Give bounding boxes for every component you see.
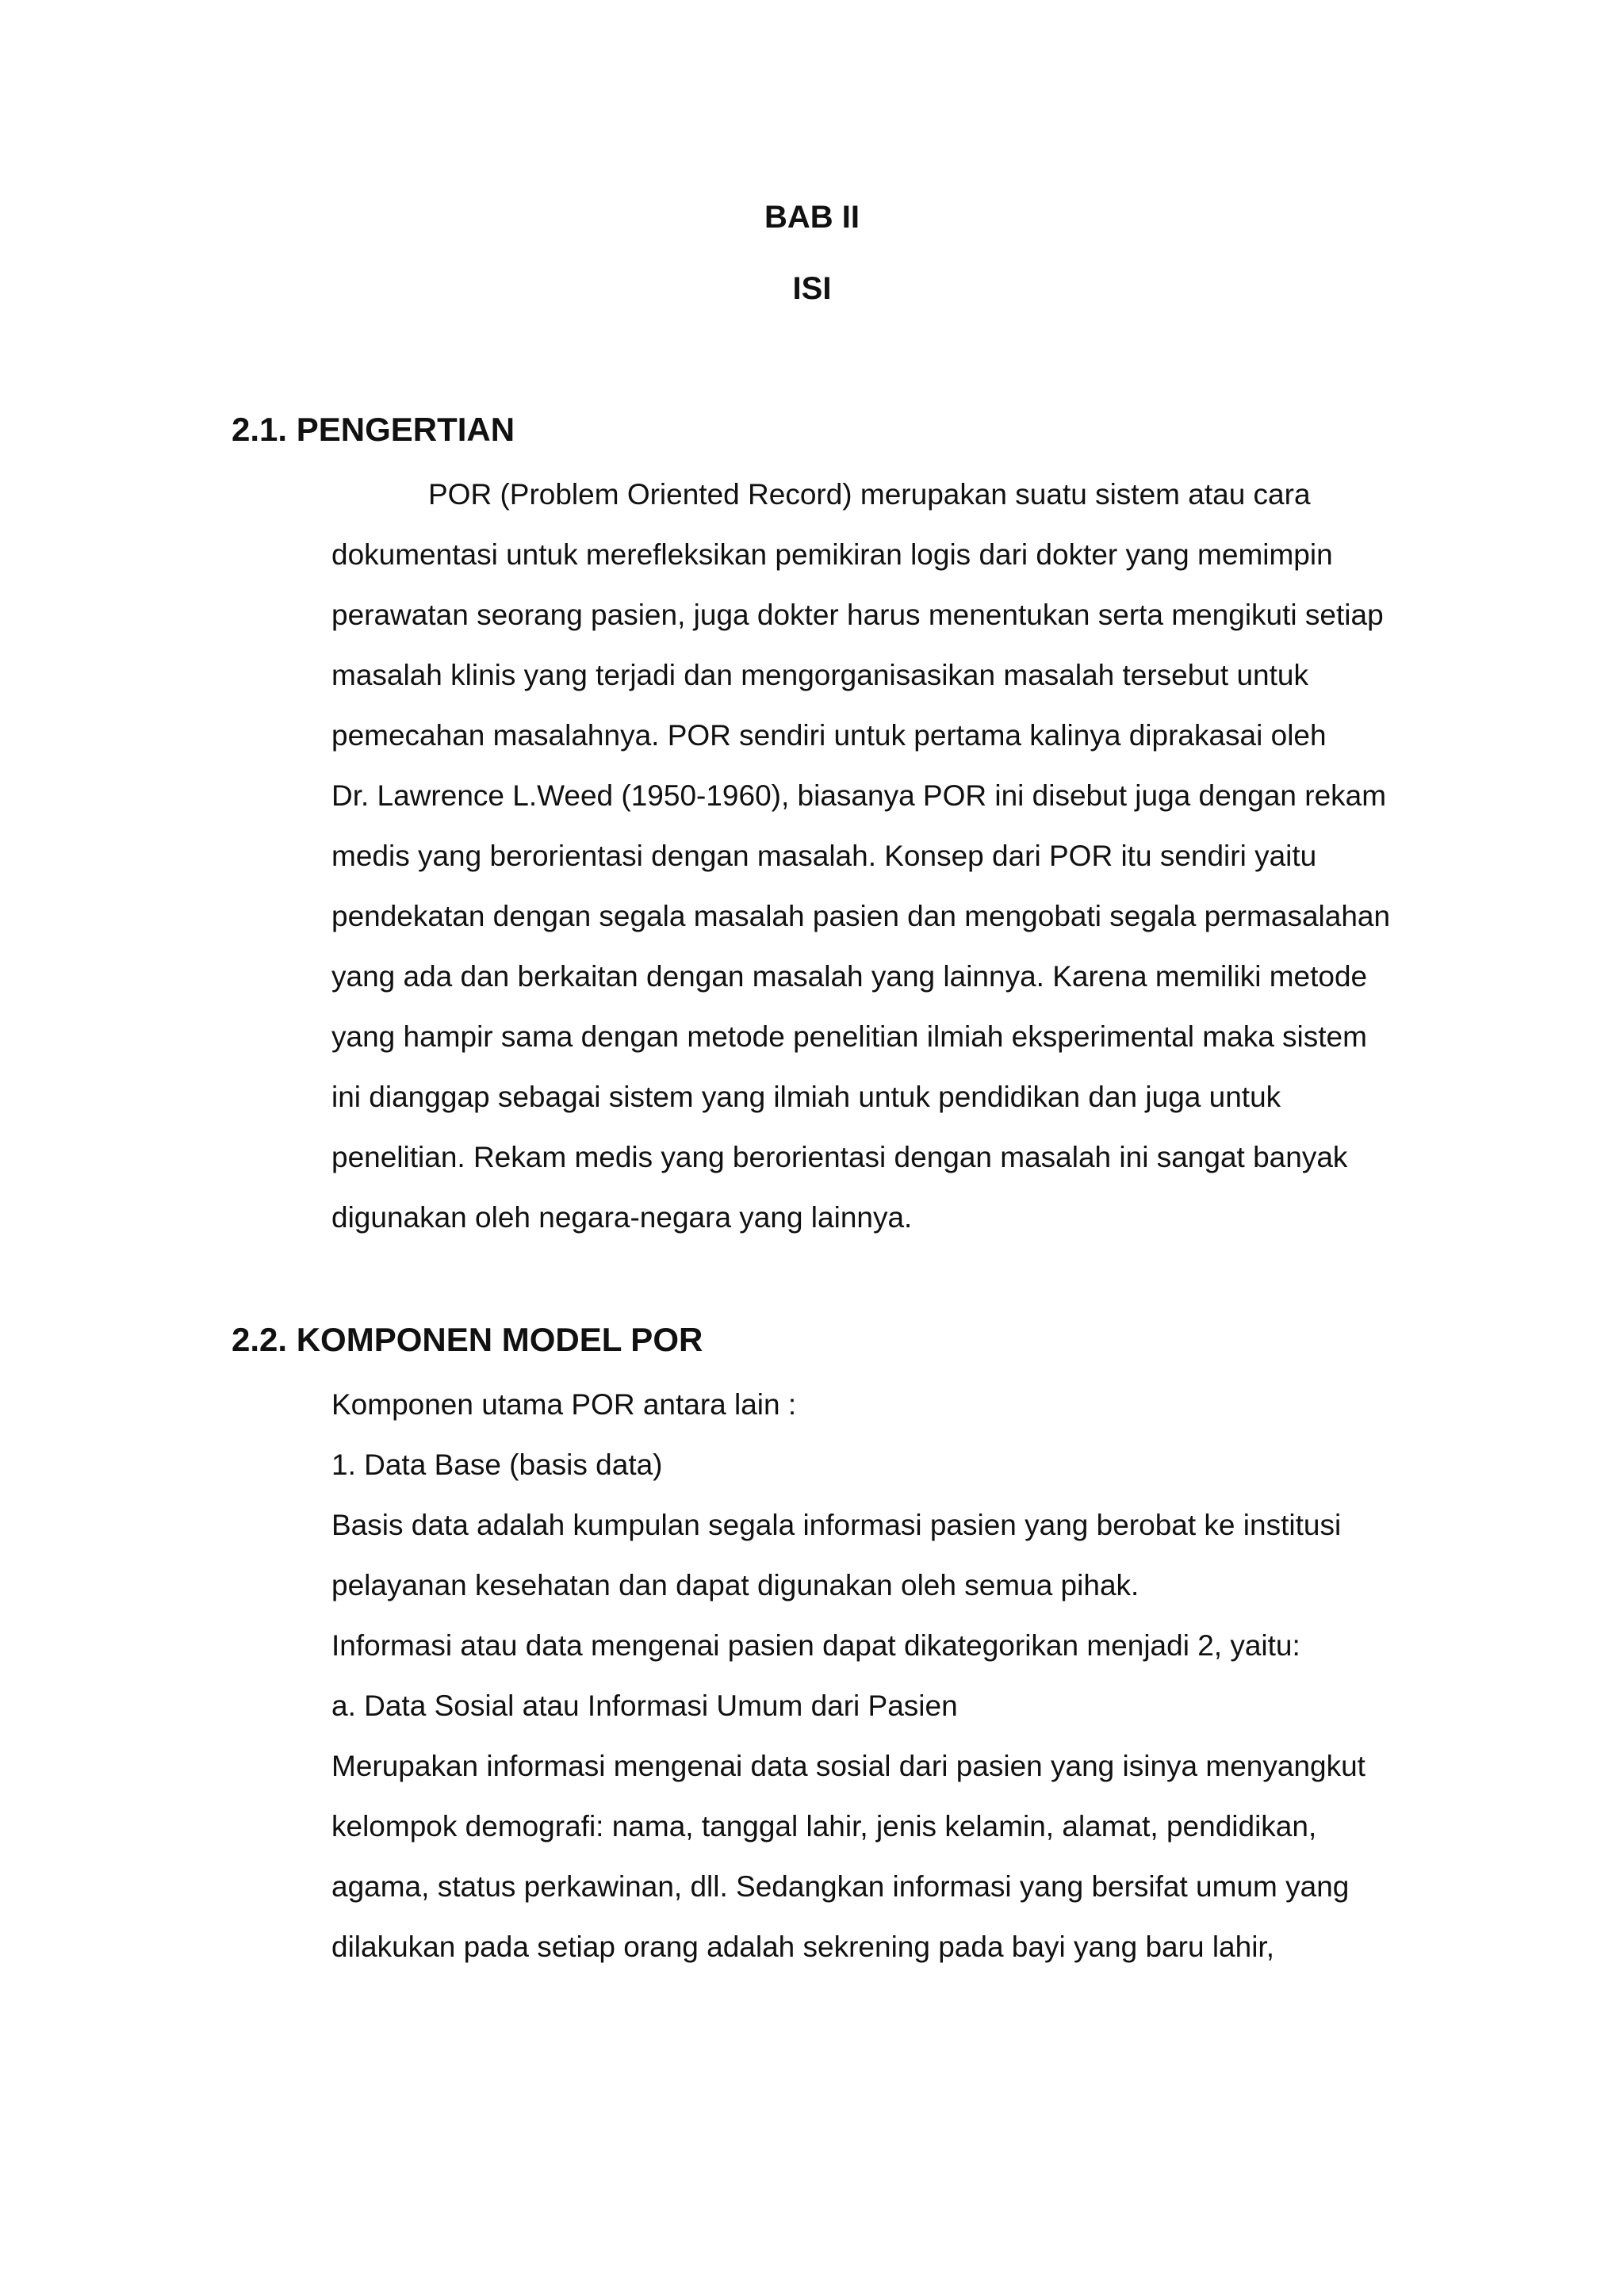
paragraph-line: medis yang berorientasi dengan masalah. Konsep dari POR itu sendiri yaitu <box>331 840 1317 872</box>
paragraph-line: kelompok demografi: nama, tanggal lahir, jenis kelamin, alamat, pendidikan, <box>331 1810 1317 1843</box>
chapter-title: ISI <box>792 271 832 306</box>
paragraph-line: ini dianggap sebagai sistem yang ilmiah untuk pendidikan dan juga untuk <box>331 1081 1281 1113</box>
paragraph-line: dilakukan pada setiap orang adalah sekrening pada bayi yang baru lahir, <box>331 1931 1274 1963</box>
paragraph-line: POR (Problem Oriented Record) merupakan suatu sistem atau cara <box>428 478 1311 511</box>
paragraph-line: yang hampir sama dengan metode penelitian ilmiah eksperimental maka sistem <box>331 1020 1367 1053</box>
section-heading-komponen: 2.2. KOMPONEN MODEL POR <box>232 1321 703 1358</box>
section-heading-pengertian: 2.1. PENGERTIAN <box>232 411 515 448</box>
paragraph-line: masalah klinis yang terjadi dan mengorganisasikan masalah tersebut untuk <box>331 659 1308 691</box>
paragraph-line: Dr. Lawrence L.Weed (1950-1960), biasanya POR ini disebut juga dengan rekam <box>331 779 1387 812</box>
paragraph-line: Informasi atau data mengenai pasien dapat dikategorikan menjadi 2, yaitu: <box>331 1629 1300 1662</box>
list-item: 1. Data Base (basis data) <box>331 1448 663 1481</box>
paragraph-line: pelayanan kesehatan dan dapat digunakan oleh semua pihak. <box>331 1569 1139 1601</box>
list-item: a. Data Sosial atau Informasi Umum dari Pasien <box>331 1689 958 1722</box>
paragraph-line: agama, status perkawinan, dll. Sedangkan informasi yang bersifat umum yang <box>331 1870 1350 1903</box>
chapter-label: BAB II <box>764 200 860 235</box>
paragraph-line: dokumentasi untuk merefleksikan pemikiran logis dari dokter yang memimpin <box>331 538 1333 571</box>
paragraph-line: perawatan seorang pasien, juga dokter harus menentukan serta mengikuti setiap <box>331 599 1384 631</box>
paragraph-line: Merupakan informasi mengenai data sosial dari pasien yang isinya menyangkut <box>331 1750 1365 1782</box>
paragraph-line: yang ada dan berkaitan dengan masalah yang lainnya. Karena memiliki metode <box>331 960 1368 993</box>
paragraph-line: digunakan oleh negara-negara yang lainnya. <box>331 1201 913 1234</box>
paragraph-line: pendekatan dengan segala masalah pasien dan mengobati segala permasalahan <box>331 900 1391 932</box>
paragraph-line: penelitian. Rekam medis yang berorientasi dengan masalah ini sangat banyak <box>331 1141 1348 1173</box>
paragraph-line: Komponen utama POR antara lain : <box>331 1388 797 1421</box>
paragraph-line: pemecahan masalahnya. POR sendiri untuk pertama kalinya diprakasai oleh <box>331 719 1327 752</box>
paragraph-line: Basis data adalah kumpulan segala informasi pasien yang berobat ke institusi <box>331 1509 1342 1541</box>
